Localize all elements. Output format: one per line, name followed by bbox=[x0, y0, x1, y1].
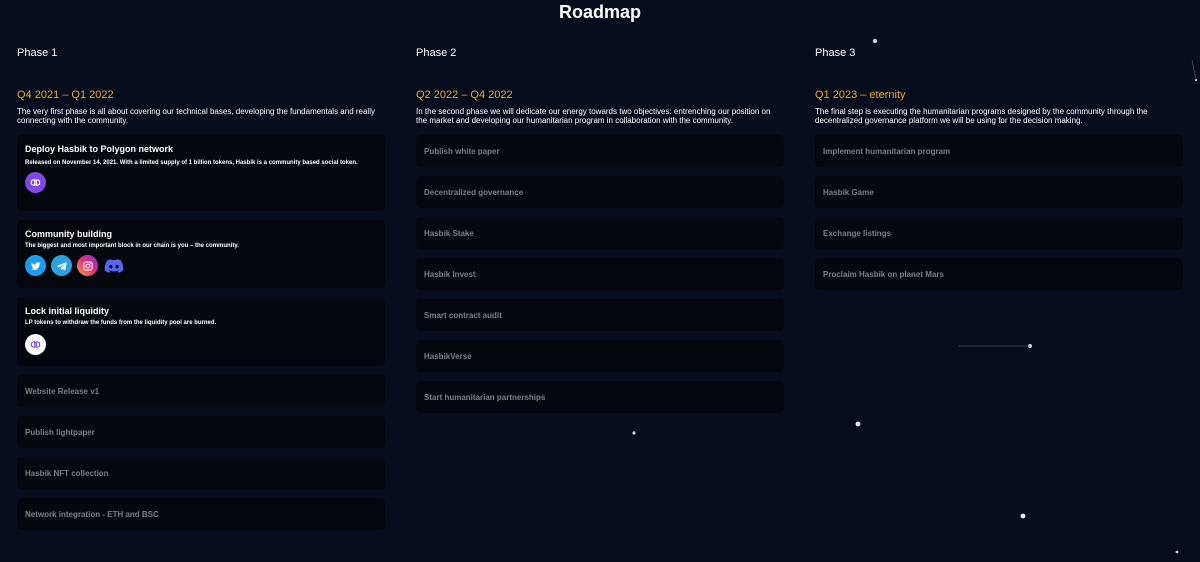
milestone-title: Network integration - ETH and BSC bbox=[25, 509, 159, 519]
discord-icon[interactable] bbox=[103, 255, 124, 276]
milestone-title: Start humanitarian partnerships bbox=[424, 392, 546, 402]
milestone-title: Exchange listings bbox=[823, 228, 892, 238]
milestone-title: HasbikVerse bbox=[424, 351, 472, 361]
telegram-icon[interactable] bbox=[51, 255, 72, 276]
milestone-title: Website Release v1 bbox=[25, 386, 100, 396]
milestone-title: Community building bbox=[25, 229, 112, 239]
milestone-card bbox=[815, 217, 1183, 249]
milestone-card-lock-liquidity bbox=[17, 297, 385, 366]
milestone-title: Publish lightpaper bbox=[25, 427, 95, 437]
phase-3-milestones bbox=[815, 135, 1183, 290]
milestone-card-community-building bbox=[17, 220, 385, 288]
phase-description: In the second phase we will dedicate our energy towards two objectives: entrenching our position on the market and developing our humanitarian program in collaboration with the community. bbox=[416, 107, 771, 125]
phase-name: Phase 3 bbox=[815, 47, 856, 59]
phase-period: Q2 2022 – Q4 2022 bbox=[416, 89, 513, 101]
milestone-title: Hasbik Game bbox=[823, 187, 874, 197]
milestone-text: Released on November 14, 2021. With a limited supply of 1 billion tokens, Hasbik is a community based social token. bbox=[25, 160, 358, 166]
phase-name: Phase 1 bbox=[17, 47, 58, 59]
milestone-card bbox=[17, 498, 385, 530]
milestone-card bbox=[416, 135, 784, 167]
milestone-title: Proclaim Hasbik on planet Mars bbox=[823, 269, 944, 279]
milestone-card bbox=[416, 381, 784, 413]
phase-name: Phase 2 bbox=[416, 47, 457, 59]
polygon-icon[interactable] bbox=[25, 334, 46, 355]
phase-description: The very first phase is all about covering our technical bases, developing the fundamentals and really connecting with the community. bbox=[17, 107, 375, 125]
polygon-icon[interactable] bbox=[25, 172, 46, 193]
milestone-card bbox=[17, 416, 385, 448]
phase-period: Q4 2021 – Q1 2022 bbox=[17, 89, 114, 101]
phase-period: Q1 2023 – eternity bbox=[815, 89, 906, 101]
milestone-card bbox=[416, 340, 784, 372]
phase-description: The final step is executing the humanitarian programs designed by the community through the decentralized governance platform we will be using for the decision making. bbox=[815, 107, 1148, 125]
milestone-card bbox=[17, 457, 385, 489]
milestone-card bbox=[815, 176, 1183, 208]
phase-1-milestones bbox=[17, 135, 385, 530]
milestone-text: LP tokens to withdraw the funds from the liquidity pool are burned. bbox=[25, 320, 217, 326]
milestone-card-deploy-polygon bbox=[17, 135, 385, 211]
milestone-card bbox=[416, 299, 784, 331]
twitter-icon[interactable] bbox=[25, 255, 46, 276]
milestone-title: Implement humanitarian program bbox=[823, 146, 951, 156]
page-title: Roadmap bbox=[558, 2, 641, 22]
milestone-title: Smart contract audit bbox=[424, 310, 502, 320]
phase-2-column bbox=[416, 47, 784, 422]
instagram-icon[interactable] bbox=[77, 255, 98, 276]
milestone-card bbox=[17, 375, 385, 407]
milestone-card bbox=[416, 176, 784, 208]
milestone-title: Publish white paper bbox=[424, 146, 500, 156]
milestone-title: Lock initial liquidity bbox=[25, 306, 110, 316]
milestone-title: Deploy Hasbik to Polygon network bbox=[25, 144, 174, 154]
milestone-card bbox=[815, 135, 1183, 167]
milestone-title: Hasbik NFT collection bbox=[25, 468, 109, 478]
milestone-card bbox=[416, 217, 784, 249]
phase-1-column bbox=[17, 47, 385, 539]
phase-2-milestones bbox=[416, 135, 784, 413]
phase-3-column bbox=[815, 47, 1183, 299]
milestone-card bbox=[815, 258, 1183, 290]
milestone-card bbox=[416, 258, 784, 290]
milestone-text: The biggest and most important block in our chain is you – the community. bbox=[25, 243, 239, 249]
milestone-title: Decentralized governance bbox=[424, 187, 524, 197]
milestone-title: Hasbik Stake bbox=[424, 228, 474, 238]
milestone-title: Hasbik Invest bbox=[424, 269, 476, 279]
